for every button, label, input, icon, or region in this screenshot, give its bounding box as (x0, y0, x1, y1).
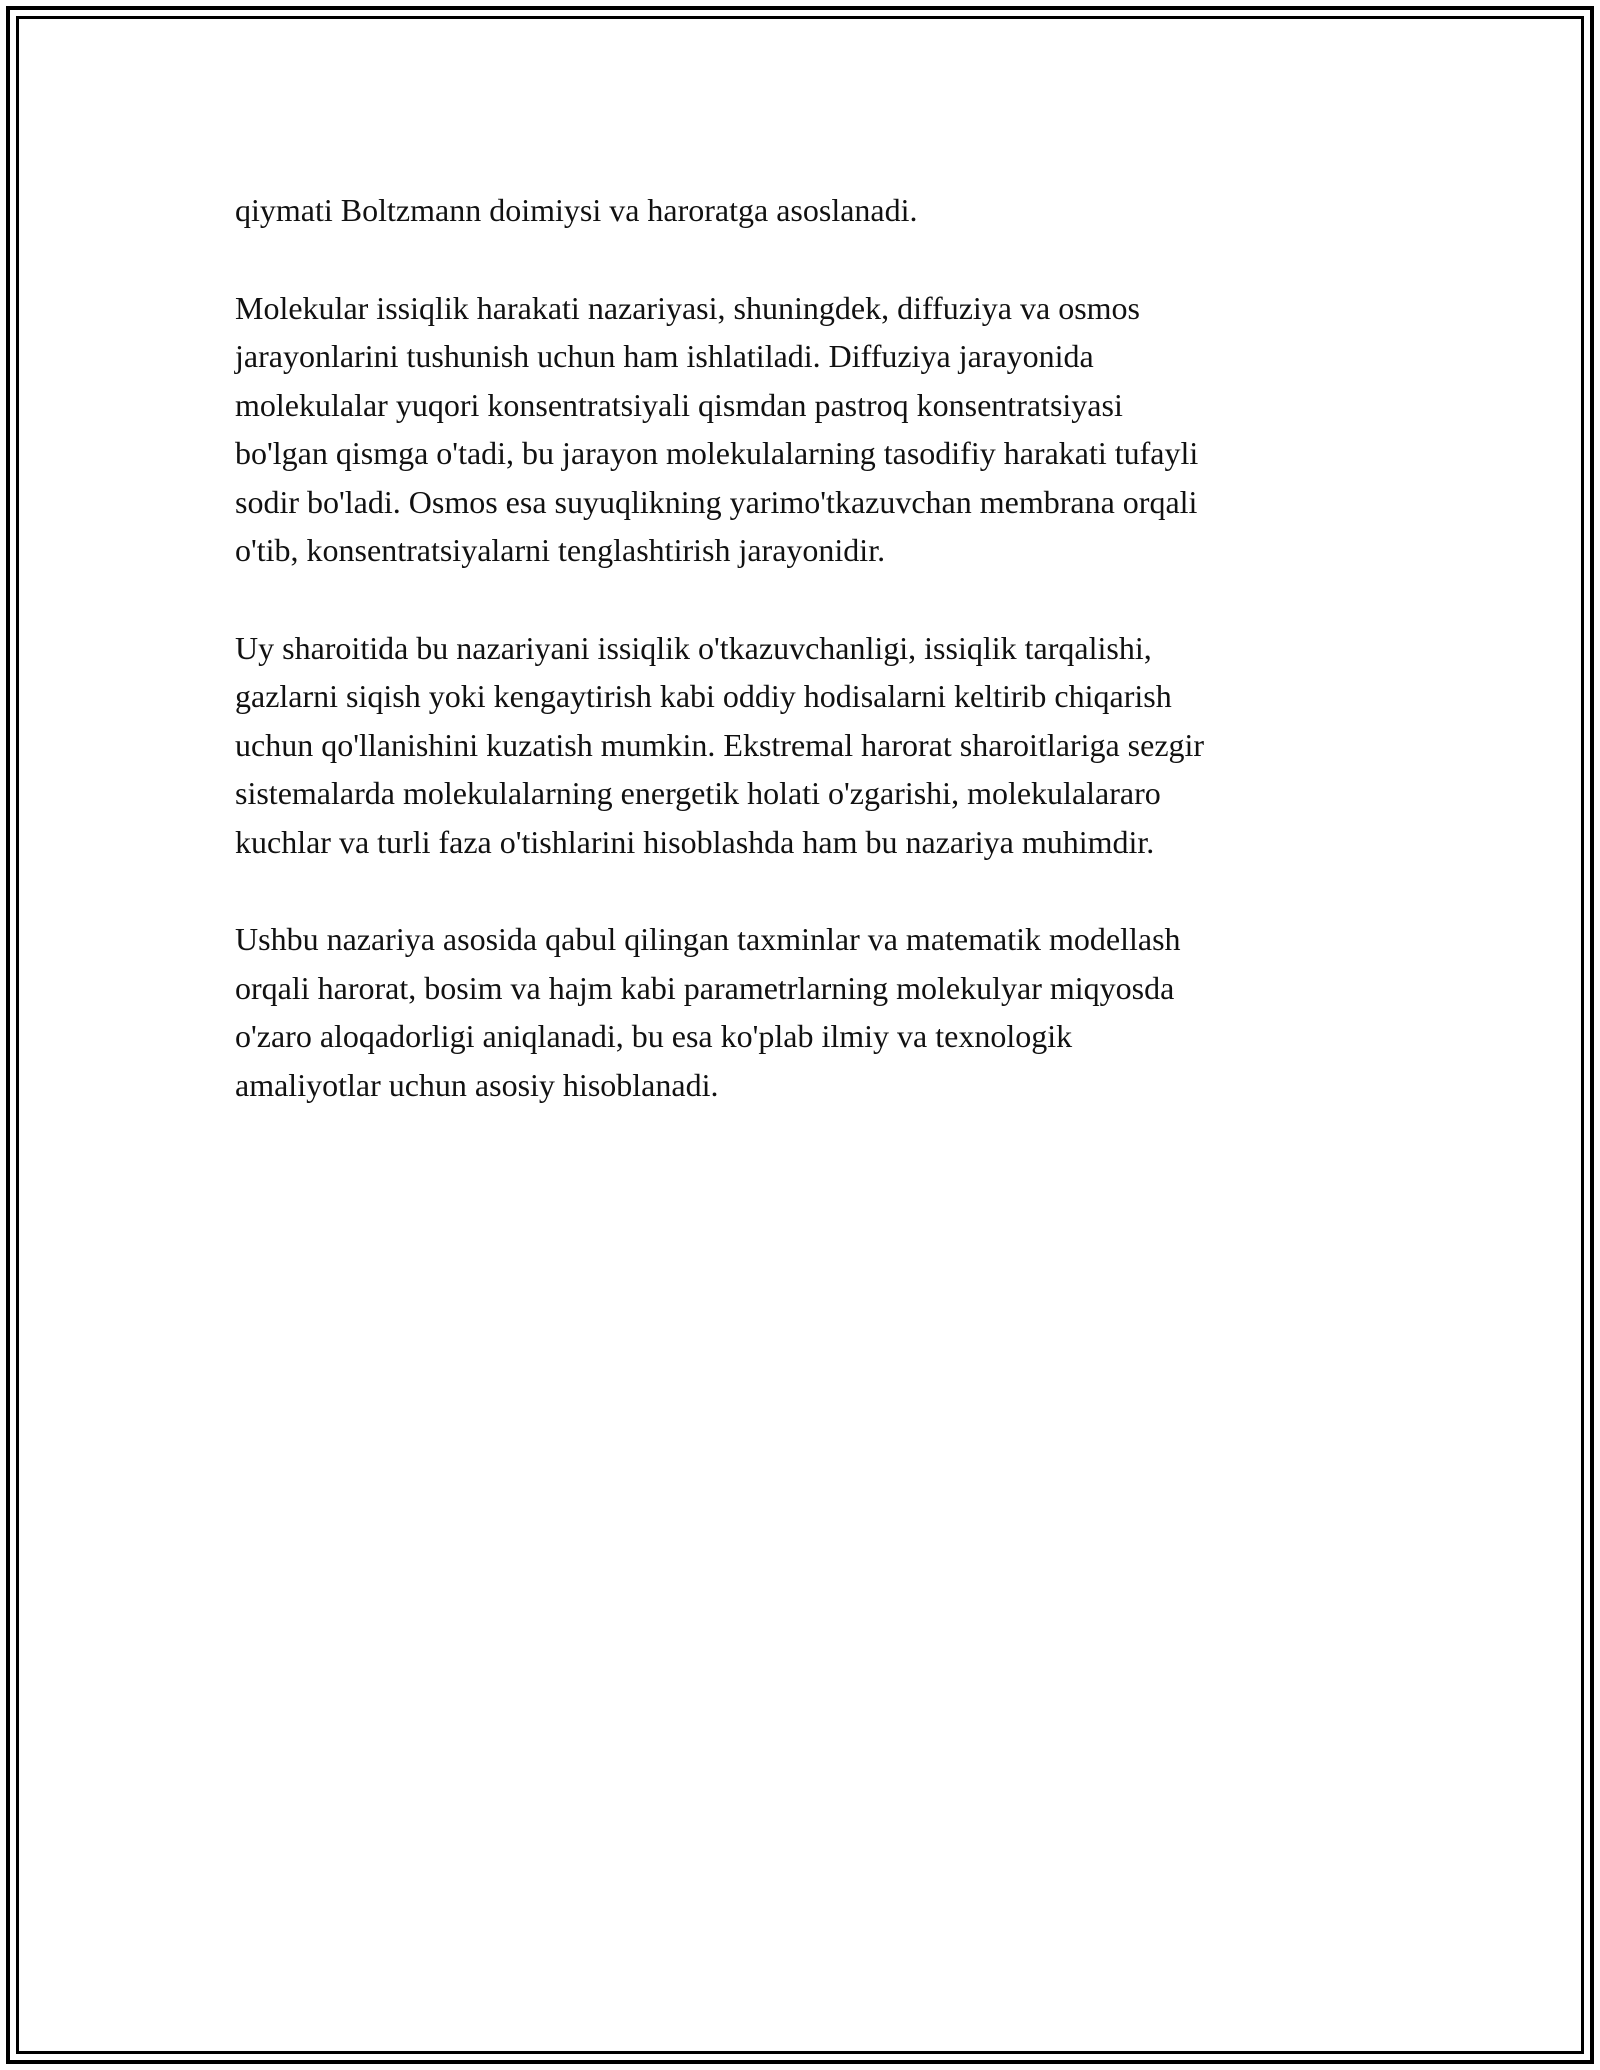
document-body (235, 186, 1375, 1158)
text-line: amaliyotlar uchun asosiy hisoblanadi. (235, 1066, 719, 1103)
paragraph-4 (235, 915, 1375, 1109)
text-line: Uy sharoitida bu nazariyani issiqlik o'tkazuvchanligi, issiqlik tarqalishi, (235, 629, 1152, 666)
text-line: uchun qo'llanishini kuzatish mumkin. Ekstremal harorat sharoitlariga sezgir (235, 726, 1205, 763)
text-line: jarayonlarini tushunish uchun ham ishlatiladi. Diffuziya jarayonida (235, 338, 1094, 374)
text-line: gazlarni siqish yoki kengaytirish kabi oddiy hodisalarni keltirib chiqarish (235, 678, 1172, 714)
text-line: kuchlar va turli faza o'tishlarini hisoblashda ham bu nazariya muhimdir. (235, 823, 1155, 860)
text-line: sodir bo'ladi. Osmos esa suyuqlikning yarimo'tkazuvchan membrana orqali (235, 483, 1198, 520)
text-line: molekulalar yuqori konsentratsiyali qismdan pastroq konsentratsiyasi (235, 386, 1123, 423)
paragraph-2 (235, 284, 1375, 575)
paragraph-1 (235, 186, 1375, 235)
text-line: orqali harorat, bosim va hajm kabi parametrlarning molekulyar miqyosda (235, 969, 1175, 1006)
text-line: o'zaro aloqadorligi aniqlanadi, bu esa ko'plab ilmiy va texnologik (235, 1018, 1073, 1054)
text-line: bo'lgan qismga o'tadi, bu jarayon molekulalarning tasodifiy harakati tufayli (235, 435, 1199, 471)
text-line: qiymati Boltzmann doimiysi va haroratga asoslanadi. (235, 192, 918, 228)
text-line: sistemalarda molekulalarning energetik holati o'zgarishi, molekulalararo (235, 775, 1161, 811)
text-line: o'tib, konsentratsiyalarni tenglashtirish jarayonidir. (235, 532, 886, 568)
text-line: Ushbu nazariya asosida qabul qilingan taxminlar va matematik modellash (235, 921, 1181, 957)
text-line: Molekular issiqlik harakati nazariyasi, shuningdek, diffuziya va osmos (235, 289, 1140, 326)
paragraph-3 (235, 624, 1375, 867)
